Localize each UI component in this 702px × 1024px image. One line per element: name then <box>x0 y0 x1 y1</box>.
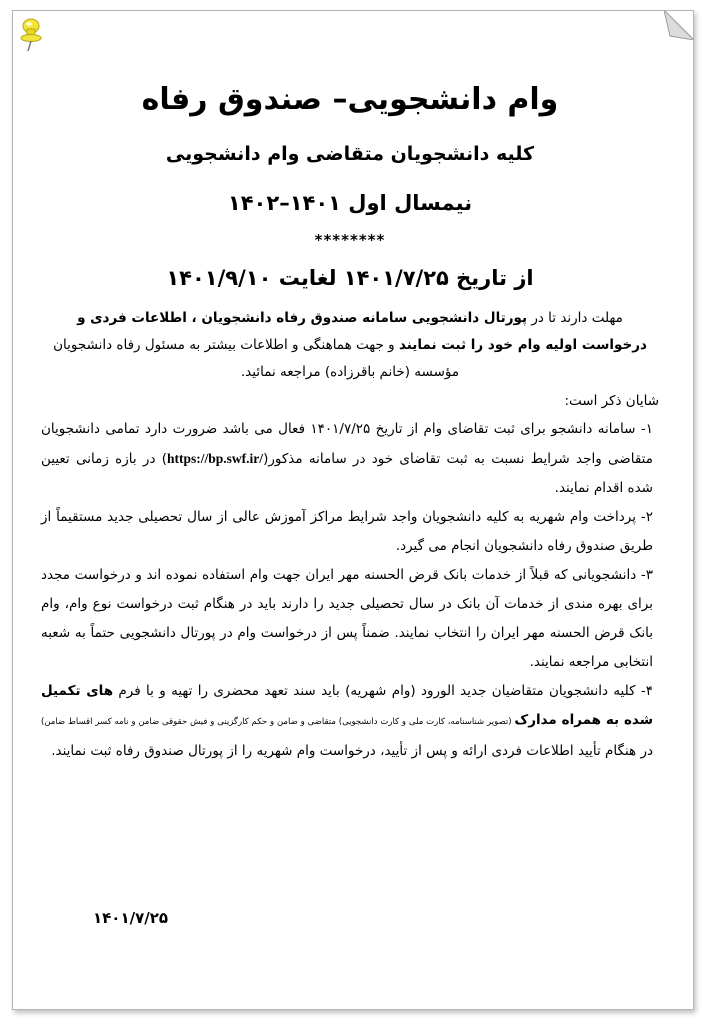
item-1-text-a: ۱- سامانه دانشجو برای ثبت تقاضای وام از تاریخ ۱۴۰۱/۷/۲۵ فعال می باشد ضرورت دارد تمامی دانشجویان متقاضی واجد شرایط نسبت به ثبت تقاضای خود در سامانه مذکور( <box>41 421 653 467</box>
list-item-2: ۲- پرداخت وام شهریه به کلیه دانشجویان واجد شرایط مراکز آموزش عالی از سال تحصیلی جدید مستقیماً از طریق صندوق رفاه دانشجویان انجام می گیرد. <box>41 509 653 554</box>
document-subtitle: کلیه دانشجویان متقاضی وام دانشجویی <box>165 143 535 165</box>
item-4-text-a: ۴- کلیه دانشجویان متقاضیان جدید الورود (وام شهریه) باید سند تعهد محضری را تهیه و با فرم <box>113 683 653 699</box>
item-4-documents-list: (تصویر شناسنامه، کارت ملی و کارت دانشجویی) متقاضی و ضامن و حکم کارگزینی و فیش حقوقی ضامن و نامه کسر اقساط ضامن) <box>41 717 515 727</box>
document-body <box>41 73 659 766</box>
intro-text-2: و جهت هماهنگی و اطلاعات بیشتر به مسئول رفاه دانشجویان مؤسسه (خانم باقرزاده) مراجعه نمائید. <box>53 337 460 380</box>
list-item-4 <box>41 677 659 766</box>
star-separator: ******** <box>314 231 386 249</box>
footer-date: ۱۴۰۱/۷/۲۵ <box>93 909 169 927</box>
intro-text-1: مهلت دارند تا در <box>527 310 623 326</box>
intro-paragraph <box>41 305 659 386</box>
semester-heading: نیمسال اول ۱۴۰۱–۱۴۰۲ <box>227 191 473 215</box>
item-4-text-b: در هنگام تأیید اطلاعات فردی ارائه و پس از تأیید، درخواست وام شهریه را از پورتال صندوق رفاه ثبت نمایند. <box>51 743 653 759</box>
list-item-3: ۳- دانشجویانی که قبلاً از خدمات بانک قرض الحسنه مهر ایران جهت وام استفاده نموده اند و درخواست مجدد برای بهره مندی از خدمات آن بانک در سال تحصیلی جدید را دارند باید در هنگام ثبت درخواست نوع وام، وام بانک قرض الحسنه مهر ایران را انتخاب نمایند. ضمناً پس از درخواست وام در پورتال دانشجویی حتماً به شعبه انتخابی مراجعه نمایند. <box>41 567 653 670</box>
list-item-1 <box>41 415 659 503</box>
page-curl-icon <box>664 10 694 40</box>
document-title: وام دانشجویی– صندوق رفاه <box>141 82 559 117</box>
pushpin-icon <box>19 17 45 53</box>
note-heading: شایان ذکر است: <box>564 393 659 409</box>
item-1-text-b: ) در بازه زمانی تعیین شده اقدام نمایند. <box>41 451 653 496</box>
intro-text-bold: پورتال دانشجویی سامانه صندوق رفاه دانشجویان ، اطلاعات فردی و درخواست اولیه وام خود را ثبت نمایند <box>77 310 647 353</box>
item-4-text-bold: های تکمیل شده به همراه مدارک <box>41 683 653 728</box>
document-page <box>12 10 694 1010</box>
date-range-heading: از تاریخ ۱۴۰۱/۷/۲۵ لغایت ۱۴۰۱/۹/۱۰ <box>166 266 534 290</box>
portal-url-link[interactable]: https://bp.swf.ir/ <box>167 451 264 466</box>
